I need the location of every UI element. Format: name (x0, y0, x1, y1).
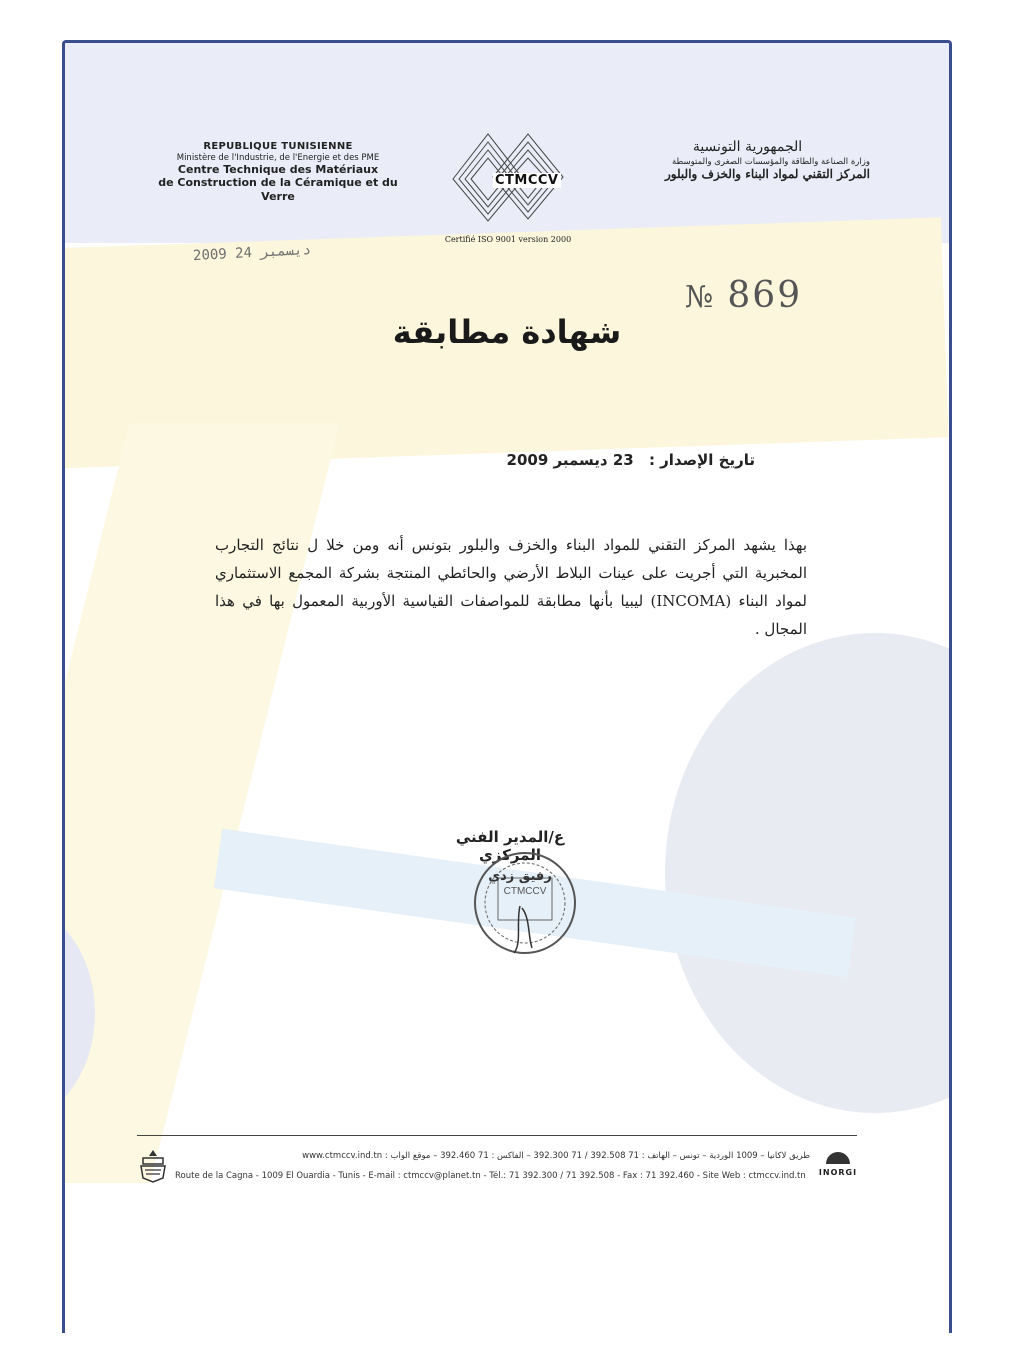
number-symbol: № (685, 280, 714, 315)
footer-arabic-address: طريق لاكانيا – 1009 الوردية – تونس – الهاتف : 71 392.508 / 71 392.300 – الفاكس : 71 392.460 – موقع الواب : www.ctmccv.ind.tn (302, 1151, 810, 1161)
signatory-name: رفيق زدي (488, 869, 552, 884)
issue-date-value: 23 ديسمبر 2009 (506, 451, 634, 469)
signature-title: ع/المدير الفني المركزي (455, 828, 565, 864)
iso-certification: Certifié ISO 9001 version 2000 (444, 235, 572, 244)
header-fr-line2: Ministère de l'Industrie, de l'Energie et des PME (176, 153, 380, 163)
number-value: 869 (727, 275, 803, 316)
header-arabic (625, 139, 870, 182)
page-title: شهادة مطابقة (392, 313, 622, 351)
header-french (143, 141, 413, 203)
certificate-page (62, 40, 952, 1333)
tunisia-emblem-icon (135, 1148, 171, 1184)
logo-text: CTMCCV (495, 173, 559, 188)
certificate-number (685, 275, 802, 316)
issue-date (465, 451, 755, 469)
issue-date-label: تاريخ الإصدار : (648, 451, 755, 469)
header-ar-line1: الجمهورية التونسية (692, 139, 803, 155)
seal-text: CTMCCV (503, 886, 547, 897)
certificate-body: بهذا يشهد المركز التقني للمواد البناء والخزف والبلور بتونس أنه ومن خلا ل نتائج التجارب المخبرية التي أجريت على عينات البلاط الأرضي والحائطي المنتجة بشركة المجمع الاستثماري لمواد البناء (INCOMA) ليبيا بأنها مطابقة للمواصفات القياسية الأوربية المعمول بها في هذا المجال . (215, 536, 807, 638)
header-fr-line1: REPUBLIQUE TUNISIENNE (203, 141, 353, 152)
header-ar-line3: المركز التقني لمواد البناء والخزف والبلور (664, 167, 870, 182)
footer-french-address: Route de la Cagna - 1009 El Ouardia - Tunis - E-mail : ctmccv@planet.tn - Tél.: 71 392.300 / 71 392.508 - Fax : 71 392.460 - Site Web : ctmccv.ind.tn (175, 1171, 806, 1181)
inorgi-dome-icon (824, 1150, 852, 1164)
inorgi-logo (813, 1149, 863, 1177)
official-seal-icon (470, 848, 580, 958)
footer-divider (137, 1135, 857, 1136)
watermark-circle (665, 633, 952, 1113)
header-fr-line3: Centre Technique des Matériaux (177, 163, 379, 177)
inorgi-text: INORGI (818, 1168, 858, 1177)
header-fr-line4: de Construction de la Céramique et du Verre (158, 176, 398, 203)
received-date-stamp: 2009 ديسمبر 24 (192, 241, 312, 265)
header-ar-line2: وزارة الصناعة والطاقة والمؤسسات الصغرى والمتوسطة (672, 156, 870, 167)
